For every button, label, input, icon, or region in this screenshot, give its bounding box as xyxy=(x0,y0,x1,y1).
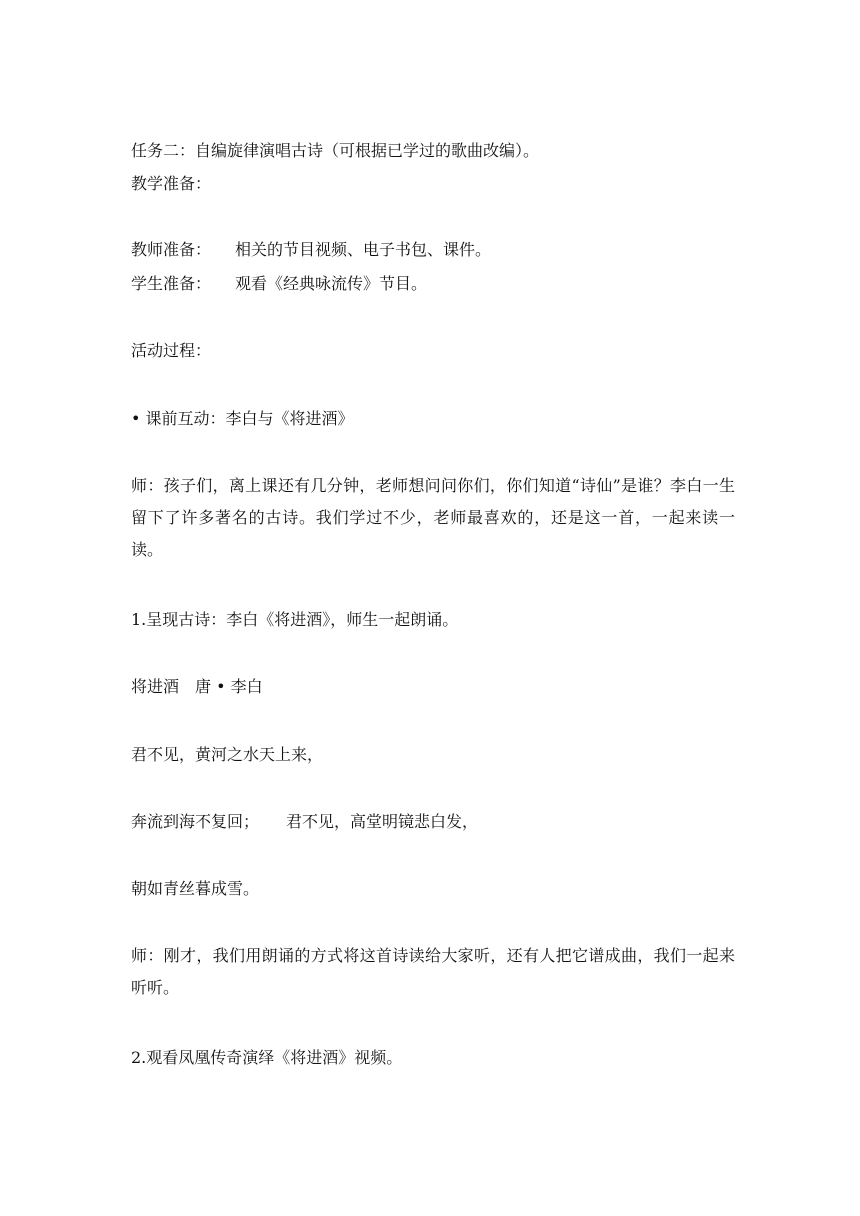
teacher-speech-paragraph-1: 师：孩子们，离上课还有几分钟，老师想问问你们，你们知道“诗仙”是谁？李白一生留下了许多著名的古诗。我们学过不少，老师最喜欢的，还是这一首，一起来读一读。 xyxy=(131,476,735,559)
activity-process-heading: 活动过程： xyxy=(131,341,212,360)
poem-line-3: 朝如青丝暮成雪。 xyxy=(131,879,260,898)
teacher-prep-label: 教师准备： xyxy=(131,240,212,259)
teacher-prep-value: 相关的节目视频、电子书包、课件。 xyxy=(235,240,492,259)
poem-line-2-first-half: 奔流到海不复回； xyxy=(131,812,260,831)
teaching-prep-heading: 教学准备： xyxy=(131,174,212,193)
teacher-prep-row xyxy=(131,240,491,260)
student-prep-row xyxy=(131,274,427,294)
poem-line-2-second-half: 君不见，高堂明镜悲白发， xyxy=(286,812,479,831)
student-prep-value: 观看《经典咏流传》节目。 xyxy=(235,274,428,293)
poem-title-line: 将进酒 唐 • 李白 xyxy=(131,677,263,696)
poem-line-1: 君不见，黄河之水天上来， xyxy=(131,745,324,764)
step-two-line: 2.观看凤凰传奇演绎《将进酒》视频。 xyxy=(131,1048,403,1067)
pre-class-interaction-heading: • 课前互动：李白与《将进酒》 xyxy=(131,409,354,428)
step-one-line: 1.呈现古诗：李白《将进酒》，师生一起朗诵。 xyxy=(131,610,459,629)
task-two-line: 任务二：自编旋律演唱古诗（可根据已学过的歌曲改编）。 xyxy=(131,141,540,160)
teacher-speech-paragraph-2: 师：刚才，我们用朗诵的方式将这首诗读给大家听，还有人把它谱成曲，我们一起来听听。 xyxy=(131,946,735,997)
poem-line-2 xyxy=(131,812,478,832)
student-prep-label: 学生准备： xyxy=(131,274,212,293)
